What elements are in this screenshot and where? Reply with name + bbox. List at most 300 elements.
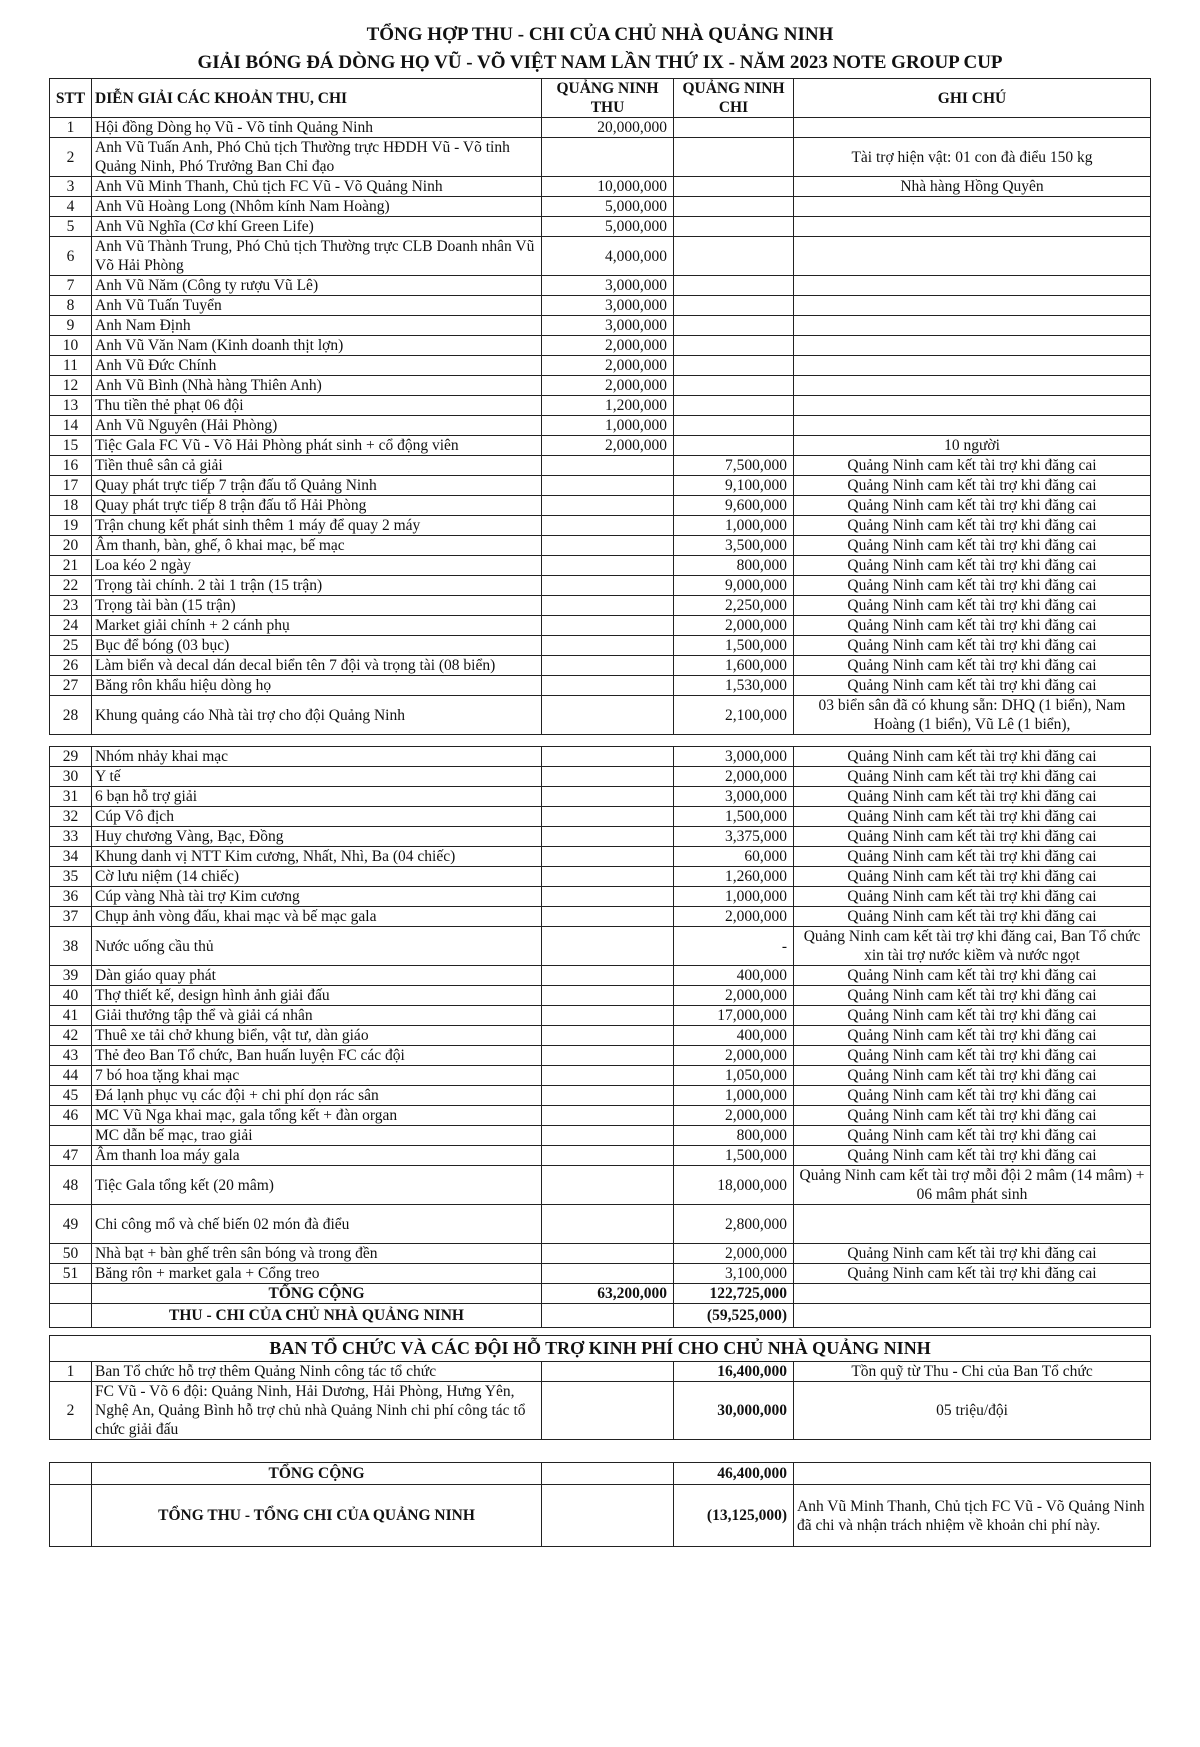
row-income	[542, 536, 674, 556]
row-expense: 2,000,000	[674, 1106, 794, 1126]
table-row	[50, 556, 1151, 576]
table-row	[50, 576, 1151, 596]
support-title: BAN TỔ CHỨC VÀ CÁC ĐỘI HỖ TRỢ KINH PHÍ CHO CHỦ NHÀ QUẢNG NINH	[50, 1336, 1151, 1362]
table-row	[50, 456, 1151, 476]
row-stt: 51	[50, 1264, 92, 1284]
row-expense: -	[674, 927, 794, 966]
row-stt: 41	[50, 1006, 92, 1026]
row-expense: 2,100,000	[674, 696, 794, 735]
support-stt: 1	[50, 1362, 92, 1382]
table-row	[50, 396, 1151, 416]
row-income: 3,000,000	[542, 276, 674, 296]
row-description: Chụp ảnh vòng đấu, khai mạc và bế mạc gala	[92, 907, 542, 927]
row-note	[794, 376, 1151, 396]
support-total-table	[49, 1462, 1151, 1547]
table-row	[50, 536, 1151, 556]
row-note: Quảng Ninh cam kết tài trợ khi đăng cai	[794, 1086, 1151, 1106]
row-description: Anh Vũ Tuấn Tuyển	[92, 296, 542, 316]
table-row	[50, 376, 1151, 396]
row-expense: 2,000,000	[674, 1046, 794, 1066]
row-description: Chi công mổ và chế biến 02 món đà điểu	[92, 1205, 542, 1244]
row-note: Quảng Ninh cam kết tài trợ khi đăng cai	[794, 616, 1151, 636]
row-description: Làm biển và decal dán decal biển tên 7 đội và trọng tài (08 biển)	[92, 656, 542, 676]
row-income	[542, 596, 674, 616]
row-stt: 27	[50, 676, 92, 696]
row-stt: 46	[50, 1106, 92, 1126]
row-description: Tiền thuê sân cả giải	[92, 456, 542, 476]
row-expense: 9,600,000	[674, 496, 794, 516]
row-note	[794, 416, 1151, 436]
row-stt: 16	[50, 456, 92, 476]
row-description: Anh Vũ Bình (Nhà hàng Thiên Anh)	[92, 376, 542, 396]
row-income	[542, 927, 674, 966]
row-note: Quảng Ninh cam kết tài trợ khi đăng cai	[794, 787, 1151, 807]
row-income: 3,000,000	[542, 316, 674, 336]
row-income	[542, 767, 674, 787]
row-income	[542, 1106, 674, 1126]
row-description: Băng rôn khẩu hiệu dòng họ	[92, 676, 542, 696]
row-description: Anh Vũ Văn Nam (Kinh doanh thịt lợn)	[92, 336, 542, 356]
table-row	[50, 197, 1151, 217]
row-stt: 50	[50, 1244, 92, 1264]
row-expense	[674, 237, 794, 276]
row-expense: 2,250,000	[674, 596, 794, 616]
row-stt: 43	[50, 1046, 92, 1066]
row-note: Quảng Ninh cam kết tài trợ khi đăng cai	[794, 676, 1151, 696]
row-expense	[674, 276, 794, 296]
row-note: Quảng Ninh cam kết tài trợ khi đăng cai	[794, 1046, 1151, 1066]
table-row	[50, 316, 1151, 336]
row-stt: 19	[50, 516, 92, 536]
final-balance-note: Anh Vũ Minh Thanh, Chủ tịch FC Vũ - Võ Quảng Ninh đã chi và nhận trách nhiệm về khoản chi phí này.	[794, 1485, 1151, 1547]
row-note: 10 người	[794, 436, 1151, 456]
row-income	[542, 516, 674, 536]
document-subtitle: GIẢI BÓNG ĐÁ DÒNG HỌ VŨ - VÕ VIỆT NAM LẦN THỨ IX - NĂM 2023 NOTE GROUP CUP	[197, 52, 1003, 73]
row-description: Quay phát trực tiếp 7 trận đấu tổ Quảng Ninh	[92, 476, 542, 496]
balance-value: (59,525,000)	[674, 1304, 794, 1328]
row-note	[794, 296, 1151, 316]
table-row	[50, 1126, 1151, 1146]
row-note: Quảng Ninh cam kết tài trợ khi đăng cai	[794, 1126, 1151, 1146]
row-income	[542, 656, 674, 676]
row-stt: 2	[50, 138, 92, 177]
row-description: Nước uống cầu thủ	[92, 927, 542, 966]
row-income	[542, 1146, 674, 1166]
row-note: Quảng Ninh cam kết tài trợ khi đăng cai	[794, 1264, 1151, 1284]
row-income: 5,000,000	[542, 197, 674, 217]
table-row	[50, 436, 1151, 456]
header-stt: STT	[50, 79, 92, 118]
row-expense: 400,000	[674, 1026, 794, 1046]
support-note: Tồn quỹ từ Thu - Chi của Ban Tổ chức	[794, 1362, 1151, 1382]
row-income: 2,000,000	[542, 376, 674, 396]
row-income: 2,000,000	[542, 356, 674, 376]
total-expense: 122,725,000	[674, 1284, 794, 1304]
final-balance-row	[50, 1485, 1151, 1547]
row-stt: 30	[50, 767, 92, 787]
row-expense: 17,000,000	[674, 1006, 794, 1026]
row-note	[794, 396, 1151, 416]
row-income	[542, 986, 674, 1006]
support-row	[50, 1362, 1151, 1382]
row-expense: 3,000,000	[674, 787, 794, 807]
row-expense: 1,000,000	[674, 1086, 794, 1106]
row-stt: 7	[50, 276, 92, 296]
row-expense	[674, 436, 794, 456]
row-expense	[674, 217, 794, 237]
row-expense: 3,100,000	[674, 1264, 794, 1284]
row-note	[794, 118, 1151, 138]
row-income	[542, 456, 674, 476]
row-note: Quảng Ninh cam kết tài trợ khi đăng cai, Ban Tổ chức xin tài trợ nước kiềm và nước ngọt	[794, 927, 1151, 966]
row-note: Quảng Ninh cam kết tài trợ khi đăng cai	[794, 1146, 1151, 1166]
total-income: 63,200,000	[542, 1284, 674, 1304]
row-stt: 36	[50, 887, 92, 907]
row-income: 4,000,000	[542, 237, 674, 276]
table-row	[50, 807, 1151, 827]
row-expense: 3,375,000	[674, 827, 794, 847]
row-stt: 26	[50, 656, 92, 676]
row-stt: 10	[50, 336, 92, 356]
row-stt: 39	[50, 966, 92, 986]
row-expense: 3,500,000	[674, 536, 794, 556]
row-expense	[674, 296, 794, 316]
row-income: 1,000,000	[542, 416, 674, 436]
row-expense: 2,000,000	[674, 616, 794, 636]
table-row	[50, 827, 1151, 847]
row-description: Anh Nam Định	[92, 316, 542, 336]
row-stt: 6	[50, 237, 92, 276]
row-stt: 12	[50, 376, 92, 396]
header-income: QUẢNG NINH THU	[542, 79, 674, 118]
row-description: Trọng tài chính. 2 tài 1 trận (15 trận)	[92, 576, 542, 596]
balance-label: THU - CHI CỦA CHỦ NHÀ QUẢNG NINH	[92, 1304, 542, 1328]
table-row	[50, 986, 1151, 1006]
table-row	[50, 596, 1151, 616]
table-row	[50, 616, 1151, 636]
row-description: Thợ thiết kế, design hình ảnh giải đấu	[92, 986, 542, 1006]
row-stt: 34	[50, 847, 92, 867]
row-note: Tài trợ hiện vật: 01 con đà điểu 150 kg	[794, 138, 1151, 177]
row-note	[794, 336, 1151, 356]
table-row	[50, 496, 1151, 516]
table-row	[50, 1264, 1151, 1284]
row-description: Cúp vàng Nhà tài trợ Kim cương	[92, 887, 542, 907]
table-row	[50, 1026, 1151, 1046]
row-description: Huy chương Vàng, Bạc, Đồng	[92, 827, 542, 847]
row-expense: 1,600,000	[674, 656, 794, 676]
support-desc: Ban Tổ chức hỗ trợ thêm Quảng Ninh công tác tổ chức	[92, 1362, 542, 1382]
row-note: Quảng Ninh cam kết tài trợ khi đăng cai	[794, 516, 1151, 536]
row-stt	[50, 1126, 92, 1146]
row-stt: 4	[50, 197, 92, 217]
row-expense: 9,000,000	[674, 576, 794, 596]
table-row	[50, 1086, 1151, 1106]
table-row	[50, 356, 1151, 376]
row-note: Quảng Ninh cam kết tài trợ khi đăng cai	[794, 1006, 1151, 1026]
row-note	[794, 316, 1151, 336]
row-description: Thuê xe tải chở khung biển, vật tư, dàn giáo	[92, 1026, 542, 1046]
table-row	[50, 1106, 1151, 1126]
table-row	[50, 1244, 1151, 1264]
row-stt: 35	[50, 867, 92, 887]
row-note	[794, 356, 1151, 376]
support-desc: FC Vũ - Võ 6 đội: Quảng Ninh, Hải Dương, Hải Phòng, Hưng Yên, Nghệ An, Quảng Bình hỗ trợ chủ nhà Quảng Ninh chi phí công tác tổ chức giải đấu	[92, 1382, 542, 1440]
row-note: Quảng Ninh cam kết tài trợ khi đăng cai	[794, 496, 1151, 516]
support-note: 05 triệu/đội	[794, 1382, 1151, 1440]
row-description: Anh Vũ Đức Chính	[92, 356, 542, 376]
row-stt: 14	[50, 416, 92, 436]
row-income	[542, 966, 674, 986]
header-description: DIỄN GIẢI CÁC KHOẢN THU, CHI	[92, 79, 542, 118]
table-row	[50, 1006, 1151, 1026]
table-row	[50, 966, 1151, 986]
row-note: Quảng Ninh cam kết tài trợ khi đăng cai	[794, 867, 1151, 887]
row-description: Bục để bóng (03 bục)	[92, 636, 542, 656]
row-expense: 1,000,000	[674, 887, 794, 907]
row-note: Quảng Ninh cam kết tài trợ khi đăng cai	[794, 907, 1151, 927]
row-stt: 21	[50, 556, 92, 576]
row-note: Quảng Ninh cam kết tài trợ khi đăng cai	[794, 596, 1151, 616]
support-amount: 16,400,000	[674, 1362, 794, 1382]
row-description: Trọng tài bàn (15 trận)	[92, 596, 542, 616]
row-note: Quảng Ninh cam kết tài trợ mỗi đội 2 mâm (14 mâm) + 06 mâm phát sinh	[794, 1166, 1151, 1205]
row-description: Thu tiền thẻ phạt 06 đội	[92, 396, 542, 416]
table-row	[50, 1046, 1151, 1066]
row-note	[794, 217, 1151, 237]
row-description: Nhà bạt + bàn ghế trên sân bóng và trong đền	[92, 1244, 542, 1264]
row-description: Cúp Vô địch	[92, 807, 542, 827]
row-expense	[674, 356, 794, 376]
header-expense: QUẢNG NINH CHI	[674, 79, 794, 118]
table-row	[50, 676, 1151, 696]
row-expense: 2,800,000	[674, 1205, 794, 1244]
table-row	[50, 867, 1151, 887]
row-income	[542, 1086, 674, 1106]
row-note: Quảng Ninh cam kết tài trợ khi đăng cai	[794, 807, 1151, 827]
row-stt: 44	[50, 1066, 92, 1086]
row-note: Quảng Ninh cam kết tài trợ khi đăng cai	[794, 747, 1151, 767]
table-row	[50, 887, 1151, 907]
row-description: Y tế	[92, 767, 542, 787]
row-income	[542, 616, 674, 636]
row-stt: 33	[50, 827, 92, 847]
row-stt: 32	[50, 807, 92, 827]
row-stt: 38	[50, 927, 92, 966]
row-stt: 13	[50, 396, 92, 416]
row-stt: 42	[50, 1026, 92, 1046]
row-description: Trận chung kết phát sinh thêm 1 máy để quay 2 máy	[92, 516, 542, 536]
row-stt: 37	[50, 907, 92, 927]
row-income	[542, 1205, 674, 1244]
row-expense	[674, 336, 794, 356]
row-income: 20,000,000	[542, 118, 674, 138]
row-description: Anh Vũ Thành Trung, Phó Chủ tịch Thường trực CLB Doanh nhân Vũ Võ Hải Phòng	[92, 237, 542, 276]
row-income	[542, 556, 674, 576]
row-description: 7 bó hoa tặng khai mạc	[92, 1066, 542, 1086]
row-description: Cờ lưu niệm (14 chiếc)	[92, 867, 542, 887]
total-row	[50, 1284, 1151, 1304]
row-income	[542, 696, 674, 735]
table-row	[50, 476, 1151, 496]
row-note: Quảng Ninh cam kết tài trợ khi đăng cai	[794, 536, 1151, 556]
table-row	[50, 138, 1151, 177]
row-note: Quảng Ninh cam kết tài trợ khi đăng cai	[794, 986, 1151, 1006]
row-stt: 40	[50, 986, 92, 1006]
row-expense	[674, 177, 794, 197]
row-expense: 7,500,000	[674, 456, 794, 476]
support-amount: 30,000,000	[674, 1382, 794, 1440]
row-note: Quảng Ninh cam kết tài trợ khi đăng cai	[794, 1106, 1151, 1126]
row-note: Quảng Ninh cam kết tài trợ khi đăng cai	[794, 767, 1151, 787]
support-total-label: TỔNG CỘNG	[92, 1463, 542, 1485]
row-expense: 1,500,000	[674, 1146, 794, 1166]
support-total-value: 46,400,000	[674, 1463, 794, 1485]
support-total-row	[50, 1463, 1151, 1485]
table-row	[50, 747, 1151, 767]
support-stt: 2	[50, 1382, 92, 1440]
row-expense: 2,000,000	[674, 767, 794, 787]
table-row	[50, 1205, 1151, 1244]
row-note	[794, 276, 1151, 296]
row-stt: 24	[50, 616, 92, 636]
row-note	[794, 237, 1151, 276]
row-income	[542, 1126, 674, 1146]
row-income	[542, 1244, 674, 1264]
final-balance-label: TỔNG THU - TỔNG CHI CỦA QUẢNG NINH	[92, 1485, 542, 1547]
table-row	[50, 177, 1151, 197]
row-note: Quảng Ninh cam kết tài trợ khi đăng cai	[794, 476, 1151, 496]
row-description: Âm thanh, bàn, ghế, ô khai mạc, bế mạc	[92, 536, 542, 556]
row-stt: 23	[50, 596, 92, 616]
row-description: Quay phát trực tiếp 8 trận đấu tổ Hải Phòng	[92, 496, 542, 516]
row-description: Thẻ đeo Ban Tổ chức, Ban huấn luyện FC các đội	[92, 1046, 542, 1066]
row-expense: 800,000	[674, 1126, 794, 1146]
row-income	[542, 1066, 674, 1086]
row-expense: 18,000,000	[674, 1166, 794, 1205]
table-row	[50, 847, 1151, 867]
row-note: Quảng Ninh cam kết tài trợ khi đăng cai	[794, 636, 1151, 656]
row-income: 3,000,000	[542, 296, 674, 316]
support-row	[50, 1382, 1151, 1440]
table-row	[50, 336, 1151, 356]
row-income	[542, 847, 674, 867]
row-stt: 22	[50, 576, 92, 596]
row-income	[542, 1046, 674, 1066]
row-stt: 20	[50, 536, 92, 556]
row-stt: 11	[50, 356, 92, 376]
row-stt: 5	[50, 217, 92, 237]
income-expense-table-part1	[49, 78, 1151, 735]
row-note	[794, 1205, 1151, 1244]
row-expense: 1,260,000	[674, 867, 794, 887]
row-description: Tiệc Gala tổng kết (20 mâm)	[92, 1166, 542, 1205]
table-row	[50, 907, 1151, 927]
table-row	[50, 1146, 1151, 1166]
total-label: TỔNG CỘNG	[92, 1284, 542, 1304]
table-row	[50, 636, 1151, 656]
row-expense	[674, 376, 794, 396]
row-income	[542, 747, 674, 767]
row-description: MC Vũ Nga khai mạc, gala tổng kết + đàn organ	[92, 1106, 542, 1126]
row-income: 2,000,000	[542, 436, 674, 456]
row-description: Băng rôn + market gala + Cổng treo	[92, 1264, 542, 1284]
row-expense	[674, 197, 794, 217]
row-note: Quảng Ninh cam kết tài trợ khi đăng cai	[794, 847, 1151, 867]
row-description: MC dẫn bế mạc, trao giải	[92, 1126, 542, 1146]
row-stt: 29	[50, 747, 92, 767]
table-row	[50, 276, 1151, 296]
row-expense: 2,000,000	[674, 986, 794, 1006]
table-row	[50, 217, 1151, 237]
row-description: Anh Vũ Minh Thanh, Chủ tịch FC Vũ - Võ Quảng Ninh	[92, 177, 542, 197]
row-expense: 1,050,000	[674, 1066, 794, 1086]
row-note: 03 biển sân đã có khung sẵn: DHQ (1 biển), Nam Hoàng (1 biển), Vũ Lê (1 biển),	[794, 696, 1151, 735]
row-description: Nhóm nhảy khai mạc	[92, 747, 542, 767]
row-expense: 2,000,000	[674, 1244, 794, 1264]
row-description: Tiệc Gala FC Vũ - Võ Hải Phòng phát sinh + cổ động viên	[92, 436, 542, 456]
row-description: Đá lạnh phục vụ các đội + chi phí dọn rác sân	[92, 1086, 542, 1106]
row-stt: 25	[50, 636, 92, 656]
row-income	[542, 827, 674, 847]
row-stt: 28	[50, 696, 92, 735]
row-stt: 8	[50, 296, 92, 316]
table-row	[50, 1066, 1151, 1086]
table-row	[50, 787, 1151, 807]
support-table	[49, 1335, 1151, 1440]
row-stt: 47	[50, 1146, 92, 1166]
row-description: Anh Vũ Hoàng Long (Nhôm kính Nam Hoàng)	[92, 197, 542, 217]
row-description: Anh Vũ Nghĩa (Cơ khí Green Life)	[92, 217, 542, 237]
row-description: Loa kéo 2 ngày	[92, 556, 542, 576]
row-income	[542, 636, 674, 656]
row-description: Hội đồng Dòng họ Vũ - Võ tỉnh Quảng Ninh	[92, 118, 542, 138]
row-expense: 400,000	[674, 966, 794, 986]
row-description: Anh Vũ Tuấn Anh, Phó Chủ tịch Thường trực HĐDH Vũ - Võ tỉnh Quảng Ninh, Phó Trưởng Ban Chỉ đạo	[92, 138, 542, 177]
row-description: 6 bạn hỗ trợ giải	[92, 787, 542, 807]
row-stt: 18	[50, 496, 92, 516]
row-income	[542, 1166, 674, 1205]
document-title: TỔNG HỢP THU - CHI CỦA CHỦ NHÀ QUẢNG NINH	[366, 24, 834, 45]
table-row	[50, 1166, 1151, 1205]
row-note: Nhà hàng Hồng Quyên	[794, 177, 1151, 197]
row-note: Quảng Ninh cam kết tài trợ khi đăng cai	[794, 966, 1151, 986]
row-income: 1,200,000	[542, 396, 674, 416]
row-income: 10,000,000	[542, 177, 674, 197]
table-row	[50, 296, 1151, 316]
row-stt: 3	[50, 177, 92, 197]
row-income	[542, 1264, 674, 1284]
row-income	[542, 1006, 674, 1026]
row-expense	[674, 416, 794, 436]
row-expense	[674, 138, 794, 177]
row-expense: 1,000,000	[674, 516, 794, 536]
table-row	[50, 516, 1151, 536]
row-income	[542, 787, 674, 807]
row-income	[542, 887, 674, 907]
row-income	[542, 476, 674, 496]
table-row	[50, 118, 1151, 138]
row-stt: 49	[50, 1205, 92, 1244]
row-income	[542, 676, 674, 696]
row-note: Quảng Ninh cam kết tài trợ khi đăng cai	[794, 456, 1151, 476]
balance-row	[50, 1304, 1151, 1328]
row-note: Quảng Ninh cam kết tài trợ khi đăng cai	[794, 1026, 1151, 1046]
row-note: Quảng Ninh cam kết tài trợ khi đăng cai	[794, 1244, 1151, 1264]
table-row	[50, 416, 1151, 436]
row-expense: 1,500,000	[674, 807, 794, 827]
row-expense: 2,000,000	[674, 907, 794, 927]
